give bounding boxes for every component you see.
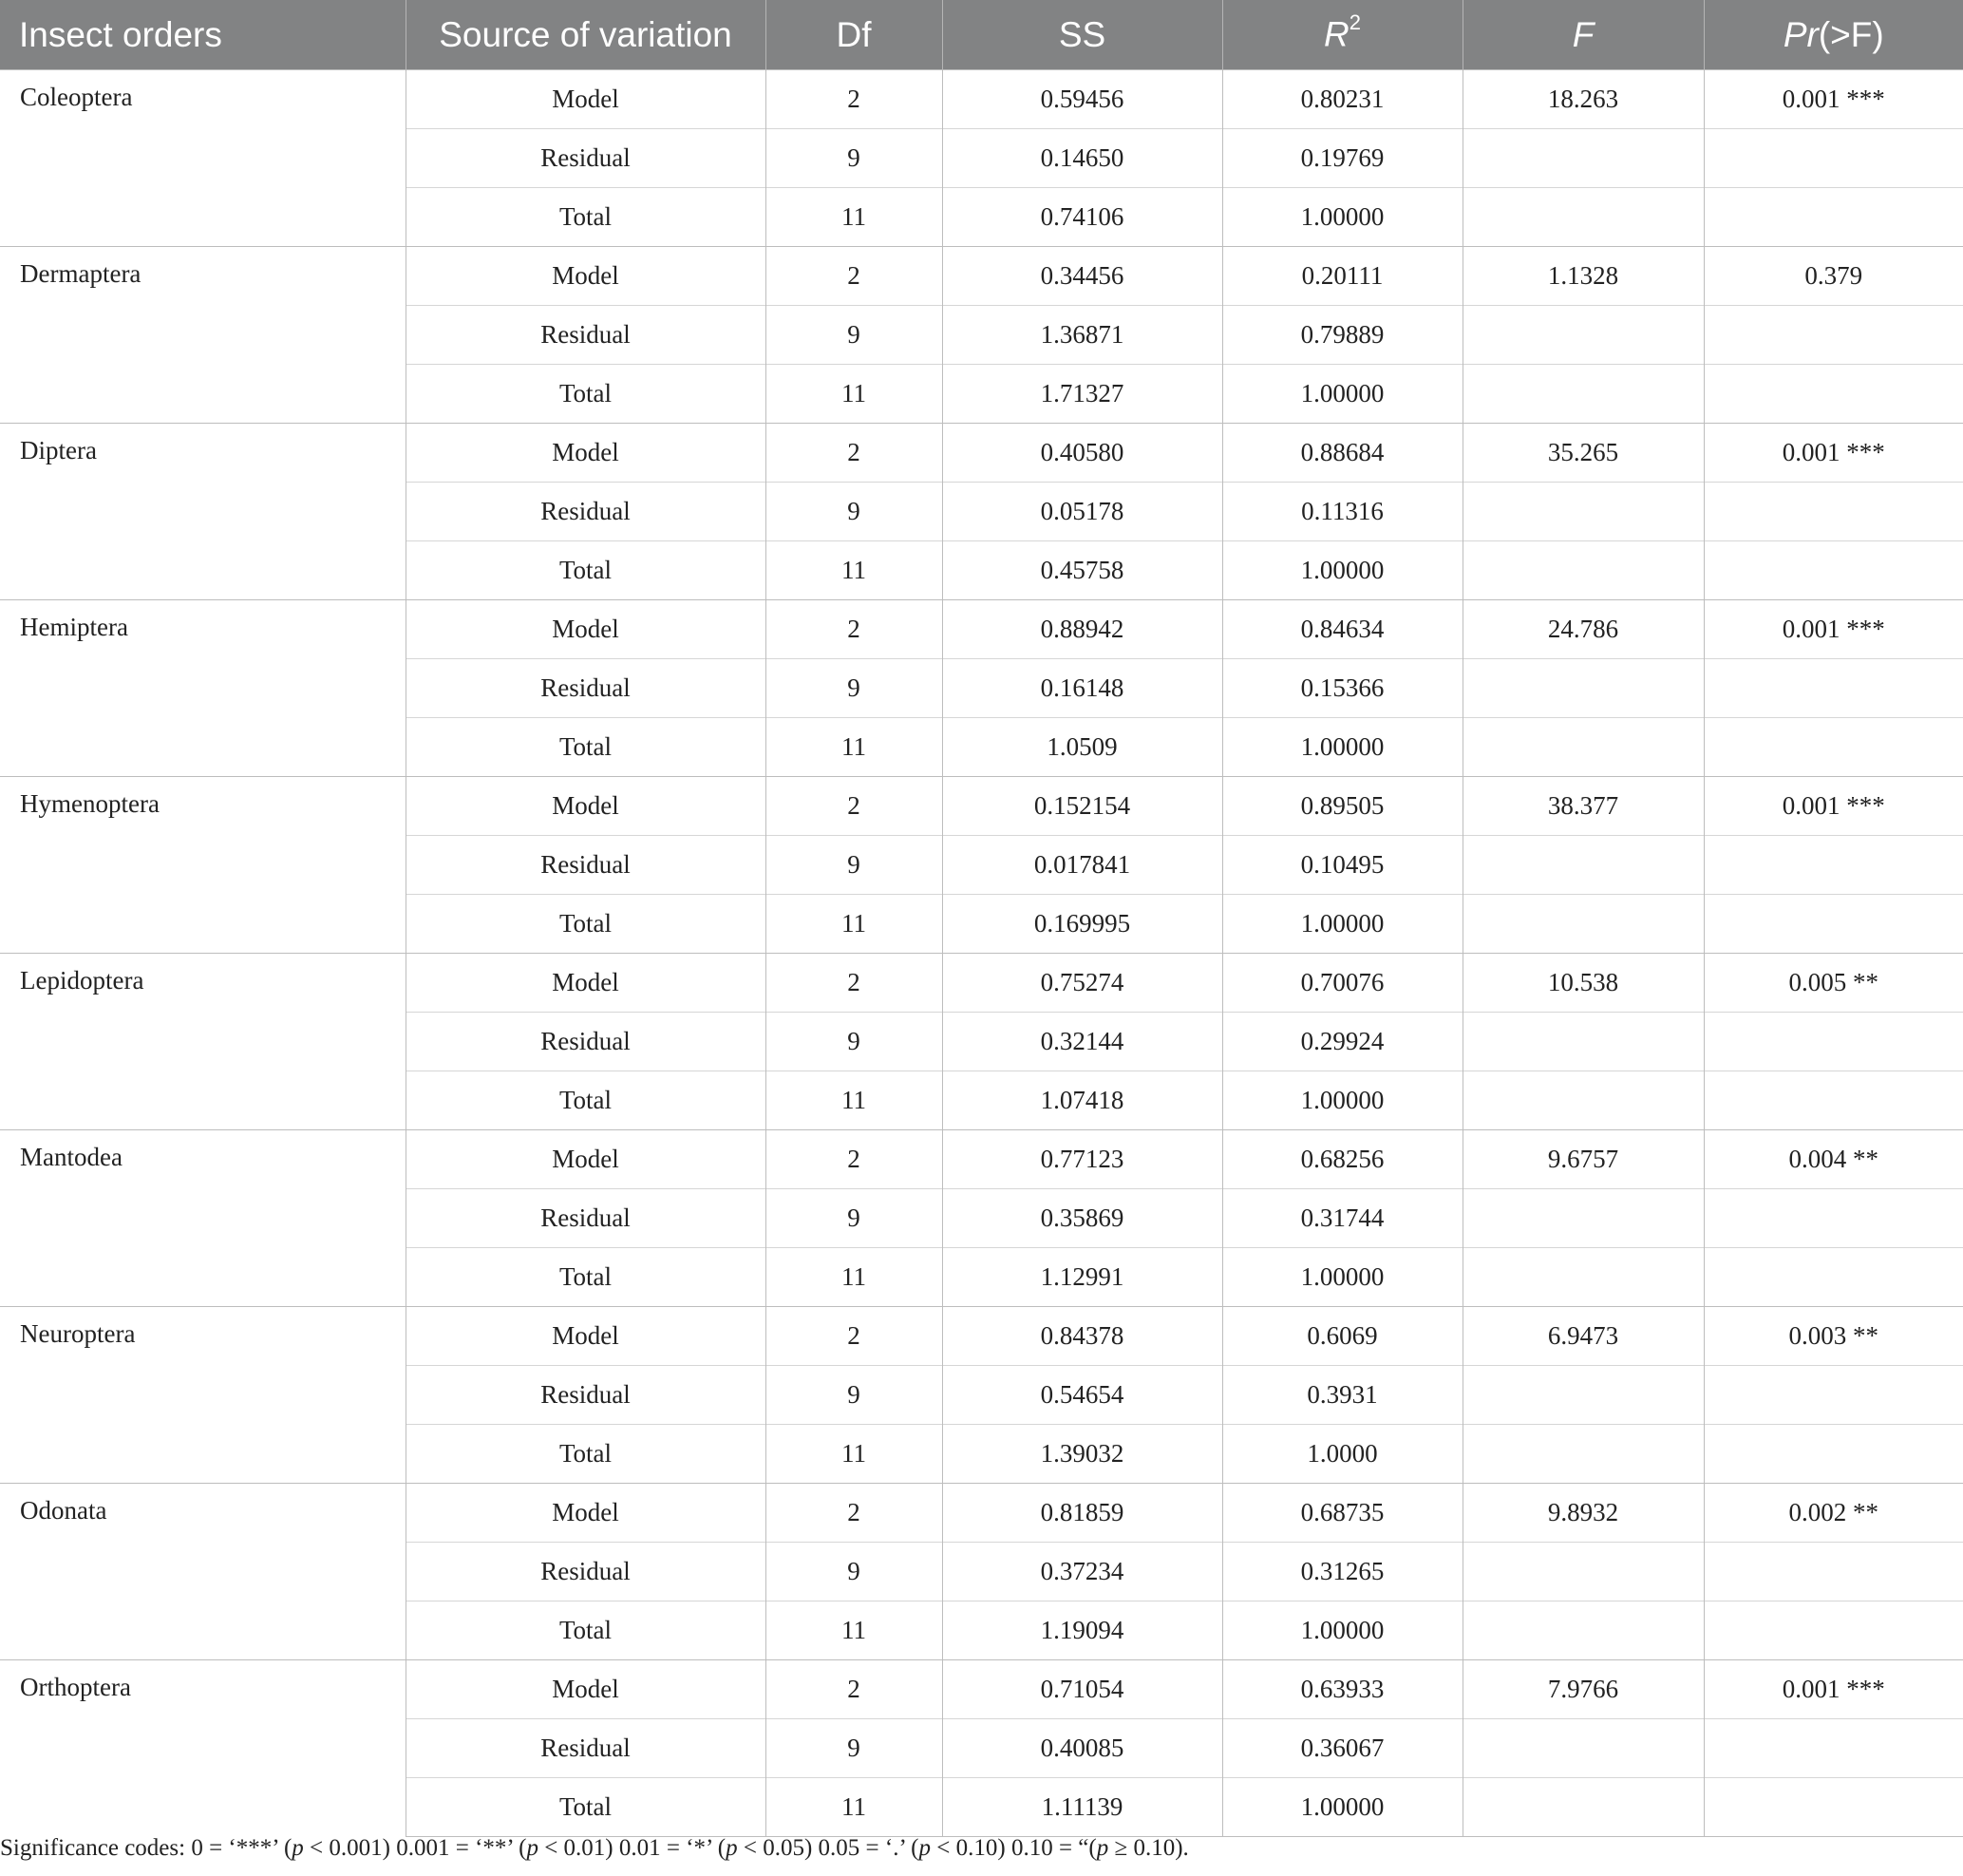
source-cell: Model xyxy=(406,777,765,836)
source-cell: Model xyxy=(406,1130,765,1189)
r2-cell: 0.19769 xyxy=(1222,129,1463,188)
source-cell: Total xyxy=(406,895,765,954)
source-cell: Residual xyxy=(406,483,765,541)
f-cell xyxy=(1463,1543,1704,1601)
pr-cell xyxy=(1704,836,1963,895)
table-row xyxy=(0,600,1963,659)
table-row xyxy=(0,1130,1963,1189)
r2-cell: 1.00000 xyxy=(1222,188,1463,247)
pr-cell: 0.001 *** xyxy=(1704,424,1963,483)
source-cell: Residual xyxy=(406,306,765,365)
header-source-of-variation: Source of variation xyxy=(406,0,765,70)
r2-cell: 0.63933 xyxy=(1222,1660,1463,1719)
source-cell: Residual xyxy=(406,129,765,188)
source-cell: Total xyxy=(406,365,765,424)
pr-cell xyxy=(1704,1719,1963,1778)
ss-cell: 0.34456 xyxy=(942,247,1222,306)
r2-cell: 0.31744 xyxy=(1222,1189,1463,1248)
f-cell: 35.265 xyxy=(1463,424,1704,483)
pr-cell xyxy=(1704,1248,1963,1307)
ss-cell: 0.16148 xyxy=(942,659,1222,718)
r2-cell: 0.6069 xyxy=(1222,1307,1463,1366)
source-cell: Residual xyxy=(406,1189,765,1248)
ss-cell: 0.59456 xyxy=(942,70,1222,129)
r2-cell: 0.79889 xyxy=(1222,306,1463,365)
f-cell xyxy=(1463,1719,1704,1778)
df-cell: 9 xyxy=(765,1189,942,1248)
df-cell: 11 xyxy=(765,541,942,600)
r2-cell: 1.00000 xyxy=(1222,895,1463,954)
f-cell: 10.538 xyxy=(1463,954,1704,1013)
f-cell xyxy=(1463,306,1704,365)
source-cell: Residual xyxy=(406,1013,765,1071)
f-cell xyxy=(1463,1189,1704,1248)
header-r-label: R xyxy=(1324,14,1350,54)
pr-cell: 0.001 *** xyxy=(1704,777,1963,836)
f-cell xyxy=(1463,129,1704,188)
pr-cell xyxy=(1704,365,1963,424)
r2-cell: 0.89505 xyxy=(1222,777,1463,836)
insect-order-cell: Lepidoptera xyxy=(0,954,406,1130)
df-cell: 2 xyxy=(765,954,942,1013)
ss-cell: 1.19094 xyxy=(942,1601,1222,1660)
ss-cell: 0.37234 xyxy=(942,1543,1222,1601)
df-cell: 9 xyxy=(765,129,942,188)
df-cell: 9 xyxy=(765,659,942,718)
source-cell: Total xyxy=(406,188,765,247)
f-cell xyxy=(1463,1778,1704,1837)
ss-cell: 0.45758 xyxy=(942,541,1222,600)
df-cell: 11 xyxy=(765,1778,942,1837)
f-cell xyxy=(1463,1601,1704,1660)
header-df: Df xyxy=(765,0,942,70)
f-cell: 9.6757 xyxy=(1463,1130,1704,1189)
df-cell: 11 xyxy=(765,895,942,954)
f-cell xyxy=(1463,365,1704,424)
pr-cell: 0.002 ** xyxy=(1704,1484,1963,1543)
r2-cell: 0.31265 xyxy=(1222,1543,1463,1601)
pr-cell xyxy=(1704,895,1963,954)
ss-cell: 0.75274 xyxy=(942,954,1222,1013)
insect-order-cell: Coleoptera xyxy=(0,70,406,247)
r2-cell: 0.36067 xyxy=(1222,1719,1463,1778)
df-cell: 9 xyxy=(765,1366,942,1425)
f-cell xyxy=(1463,541,1704,600)
pr-cell xyxy=(1704,483,1963,541)
insect-order-cell: Hemiptera xyxy=(0,600,406,777)
r2-cell: 1.00000 xyxy=(1222,541,1463,600)
ss-cell: 0.54654 xyxy=(942,1366,1222,1425)
pr-cell xyxy=(1704,718,1963,777)
r2-cell: 0.88684 xyxy=(1222,424,1463,483)
r2-cell: 0.70076 xyxy=(1222,954,1463,1013)
pr-cell: 0.001 *** xyxy=(1704,600,1963,659)
df-cell: 2 xyxy=(765,1307,942,1366)
source-cell: Residual xyxy=(406,659,765,718)
f-cell xyxy=(1463,1425,1704,1484)
f-cell: 18.263 xyxy=(1463,70,1704,129)
df-cell: 2 xyxy=(765,777,942,836)
f-cell xyxy=(1463,895,1704,954)
header-row xyxy=(0,0,1963,70)
source-cell: Residual xyxy=(406,1543,765,1601)
ss-cell: 0.152154 xyxy=(942,777,1222,836)
source-cell: Model xyxy=(406,600,765,659)
source-cell: Residual xyxy=(406,836,765,895)
f-cell: 7.9766 xyxy=(1463,1660,1704,1719)
ss-cell: 0.169995 xyxy=(942,895,1222,954)
ss-cell: 1.11139 xyxy=(942,1778,1222,1837)
header-r-superscript: 2 xyxy=(1349,10,1361,35)
df-cell: 9 xyxy=(765,306,942,365)
pr-cell xyxy=(1704,306,1963,365)
r2-cell: 0.80231 xyxy=(1222,70,1463,129)
df-cell: 9 xyxy=(765,1719,942,1778)
df-cell: 2 xyxy=(765,1660,942,1719)
df-cell: 11 xyxy=(765,718,942,777)
ss-cell: 1.39032 xyxy=(942,1425,1222,1484)
f-cell xyxy=(1463,659,1704,718)
table-row xyxy=(0,1484,1963,1543)
df-cell: 2 xyxy=(765,1130,942,1189)
f-cell: 38.377 xyxy=(1463,777,1704,836)
r2-cell: 0.11316 xyxy=(1222,483,1463,541)
header-pr-f: Pr(>F) xyxy=(1704,0,1963,70)
insect-order-cell: Dermaptera xyxy=(0,247,406,424)
pr-cell xyxy=(1704,188,1963,247)
f-cell xyxy=(1463,1366,1704,1425)
source-cell: Model xyxy=(406,954,765,1013)
ss-cell: 0.35869 xyxy=(942,1189,1222,1248)
r2-cell: 0.68735 xyxy=(1222,1484,1463,1543)
ss-cell: 1.36871 xyxy=(942,306,1222,365)
table-row xyxy=(0,70,1963,129)
header-pr-label: Pr xyxy=(1783,14,1819,54)
df-cell: 11 xyxy=(765,1248,942,1307)
r2-cell: 1.00000 xyxy=(1222,1248,1463,1307)
table-row xyxy=(0,777,1963,836)
ss-cell: 0.40580 xyxy=(942,424,1222,483)
f-cell: 24.786 xyxy=(1463,600,1704,659)
r2-cell: 1.0000 xyxy=(1222,1425,1463,1484)
table-row xyxy=(0,247,1963,306)
insect-order-cell: Mantodea xyxy=(0,1130,406,1307)
df-cell: 11 xyxy=(765,1601,942,1660)
source-cell: Model xyxy=(406,424,765,483)
insect-order-cell: Odonata xyxy=(0,1484,406,1660)
r2-cell: 1.00000 xyxy=(1222,1778,1463,1837)
f-cell xyxy=(1463,1013,1704,1071)
ss-cell: 1.07418 xyxy=(942,1071,1222,1130)
header-r-squared xyxy=(1222,0,1463,70)
r2-cell: 1.00000 xyxy=(1222,1601,1463,1660)
header-f: F xyxy=(1463,0,1704,70)
f-cell xyxy=(1463,188,1704,247)
source-cell: Total xyxy=(406,1248,765,1307)
source-cell: Model xyxy=(406,1307,765,1366)
df-cell: 2 xyxy=(765,247,942,306)
pr-cell: 0.379 xyxy=(1704,247,1963,306)
df-cell: 11 xyxy=(765,365,942,424)
ss-cell: 0.14650 xyxy=(942,129,1222,188)
df-cell: 9 xyxy=(765,1543,942,1601)
source-cell: Total xyxy=(406,1425,765,1484)
r2-cell: 1.00000 xyxy=(1222,718,1463,777)
r2-cell: 0.20111 xyxy=(1222,247,1463,306)
f-cell xyxy=(1463,836,1704,895)
ss-cell: 0.71054 xyxy=(942,1660,1222,1719)
table-row xyxy=(0,1307,1963,1366)
df-cell: 11 xyxy=(765,1425,942,1484)
pr-cell xyxy=(1704,1601,1963,1660)
pr-cell xyxy=(1704,129,1963,188)
r2-cell: 0.10495 xyxy=(1222,836,1463,895)
r2-cell: 1.00000 xyxy=(1222,365,1463,424)
ss-cell: 0.74106 xyxy=(942,188,1222,247)
df-cell: 9 xyxy=(765,1013,942,1071)
pr-cell xyxy=(1704,1543,1963,1601)
pr-cell xyxy=(1704,541,1963,600)
ss-cell: 0.32144 xyxy=(942,1013,1222,1071)
pr-cell xyxy=(1704,1189,1963,1248)
source-cell: Total xyxy=(406,718,765,777)
pr-cell: 0.004 ** xyxy=(1704,1130,1963,1189)
df-cell: 11 xyxy=(765,1071,942,1130)
ss-cell: 1.71327 xyxy=(942,365,1222,424)
df-cell: 11 xyxy=(765,188,942,247)
pr-cell: 0.001 *** xyxy=(1704,70,1963,129)
source-cell: Total xyxy=(406,1778,765,1837)
df-cell: 2 xyxy=(765,1484,942,1543)
ss-cell: 1.0509 xyxy=(942,718,1222,777)
source-cell: Model xyxy=(406,1660,765,1719)
table-row xyxy=(0,1660,1963,1719)
df-cell: 2 xyxy=(765,600,942,659)
source-cell: Total xyxy=(406,1071,765,1130)
pr-cell xyxy=(1704,1425,1963,1484)
ss-cell: 0.40085 xyxy=(942,1719,1222,1778)
f-cell: 6.9473 xyxy=(1463,1307,1704,1366)
ss-cell: 0.77123 xyxy=(942,1130,1222,1189)
table-row xyxy=(0,954,1963,1013)
pr-cell: 0.003 ** xyxy=(1704,1307,1963,1366)
table-row xyxy=(0,424,1963,483)
ss-cell: 0.05178 xyxy=(942,483,1222,541)
source-cell: Total xyxy=(406,1601,765,1660)
df-cell: 9 xyxy=(765,836,942,895)
ss-cell: 1.12991 xyxy=(942,1248,1222,1307)
df-cell: 9 xyxy=(765,483,942,541)
pr-cell xyxy=(1704,1071,1963,1130)
ss-cell: 0.88942 xyxy=(942,600,1222,659)
ss-cell: 0.84378 xyxy=(942,1307,1222,1366)
pr-cell: 0.001 *** xyxy=(1704,1660,1963,1719)
header-insect-orders: Insect orders xyxy=(0,0,406,70)
insect-order-cell: Hymenoptera xyxy=(0,777,406,954)
f-cell xyxy=(1463,718,1704,777)
f-cell xyxy=(1463,1248,1704,1307)
source-cell: Model xyxy=(406,1484,765,1543)
ss-cell: 0.81859 xyxy=(942,1484,1222,1543)
r2-cell: 0.84634 xyxy=(1222,600,1463,659)
significance-footnote: Significance codes: 0 = ‘***’ (p < 0.001) 0.001 = ‘**’ (p < 0.01) 0.01 = ‘*’ (p < 0.05) 0.05 = ‘.’ (p < 0.10) 0.10 = “(p ≥ 0.10). xyxy=(0,1835,1189,1861)
f-cell xyxy=(1463,483,1704,541)
r2-cell: 0.3931 xyxy=(1222,1366,1463,1425)
pr-cell xyxy=(1704,1778,1963,1837)
df-cell: 2 xyxy=(765,424,942,483)
insect-order-cell: Diptera xyxy=(0,424,406,600)
source-cell: Model xyxy=(406,70,765,129)
r2-cell: 0.29924 xyxy=(1222,1013,1463,1071)
pr-cell xyxy=(1704,1366,1963,1425)
r2-cell: 0.15366 xyxy=(1222,659,1463,718)
pr-cell: 0.005 ** xyxy=(1704,954,1963,1013)
source-cell: Model xyxy=(406,247,765,306)
f-cell: 9.8932 xyxy=(1463,1484,1704,1543)
source-cell: Total xyxy=(406,541,765,600)
source-cell: Residual xyxy=(406,1366,765,1425)
insect-order-cell: Orthoptera xyxy=(0,1660,406,1837)
source-cell: Residual xyxy=(406,1719,765,1778)
ss-cell: 0.017841 xyxy=(942,836,1222,895)
f-cell: 1.1328 xyxy=(1463,247,1704,306)
f-cell xyxy=(1463,1071,1704,1130)
df-cell: 2 xyxy=(765,70,942,129)
pr-cell xyxy=(1704,659,1963,718)
r2-cell: 0.68256 xyxy=(1222,1130,1463,1189)
pr-cell xyxy=(1704,1013,1963,1071)
r2-cell: 1.00000 xyxy=(1222,1071,1463,1130)
insect-order-cell: Neuroptera xyxy=(0,1307,406,1484)
header-ss: SS xyxy=(942,0,1222,70)
